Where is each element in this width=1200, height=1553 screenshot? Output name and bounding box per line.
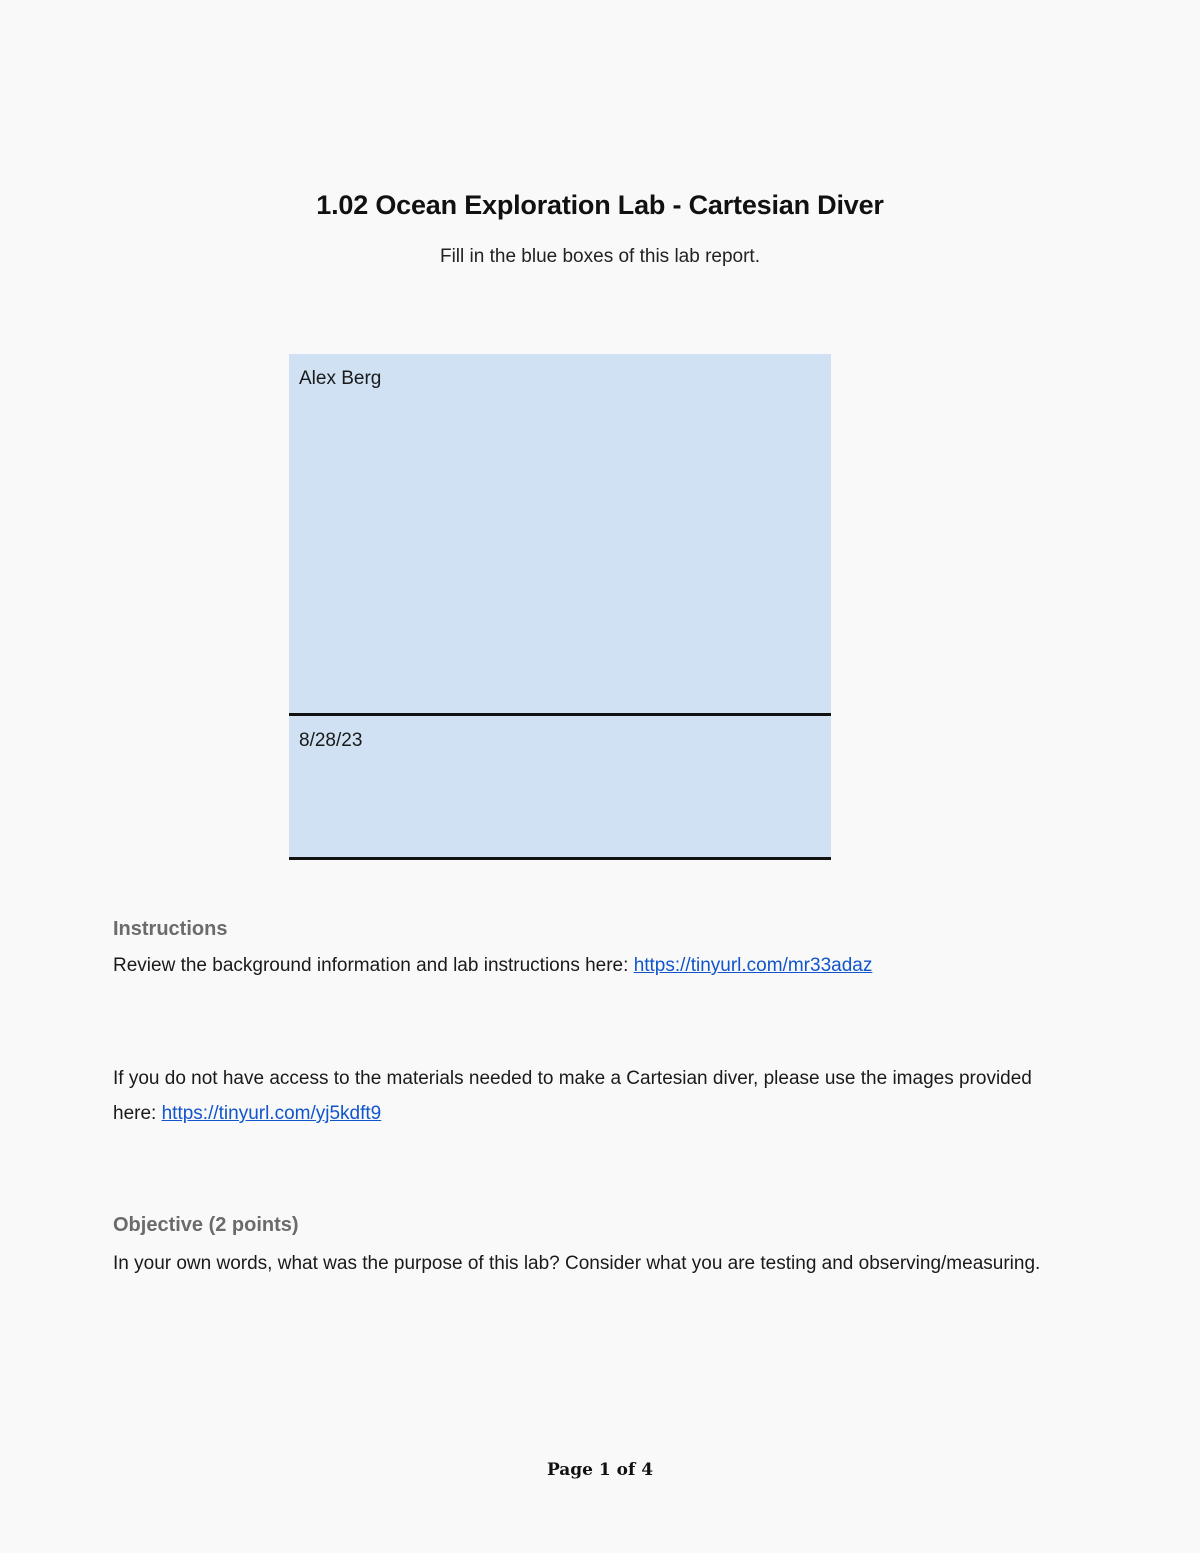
date-field[interactable] <box>289 716 831 860</box>
name-field[interactable] <box>289 354 831 716</box>
page-number-footer: Page 1 of 4 <box>546 1460 654 1480</box>
instructions-text-2: If you do not have access to the materials needed to make a Cartesian diver, please use the images provided here: <box>113 1068 1032 1124</box>
name-value: Alex Berg <box>299 368 382 389</box>
instructions-paragraph-1 <box>113 948 1073 983</box>
instructions-paragraph-2 <box>113 1061 1073 1131</box>
date-value: 8/28/23 <box>299 730 363 751</box>
images-link[interactable]: https://tinyurl.com/yj5kdft9 <box>161 1103 382 1124</box>
instructions-text-1: Review the background information and lab instructions here: <box>113 955 634 976</box>
page-subtitle: Fill in the blue boxes of this lab report. <box>439 246 760 267</box>
objective-paragraph: In your own words, what was the purpose of this lab? Consider what you are testing and observing/measuring. <box>113 1253 1041 1274</box>
background-info-link[interactable]: https://tinyurl.com/mr33adaz <box>633 955 873 976</box>
student-info-box <box>289 354 831 860</box>
instructions-heading: Instructions <box>113 918 228 940</box>
objective-heading: Objective (2 points) <box>113 1214 299 1236</box>
page-title: 1.02 Ocean Exploration Lab - Cartesian Diver <box>316 190 884 220</box>
